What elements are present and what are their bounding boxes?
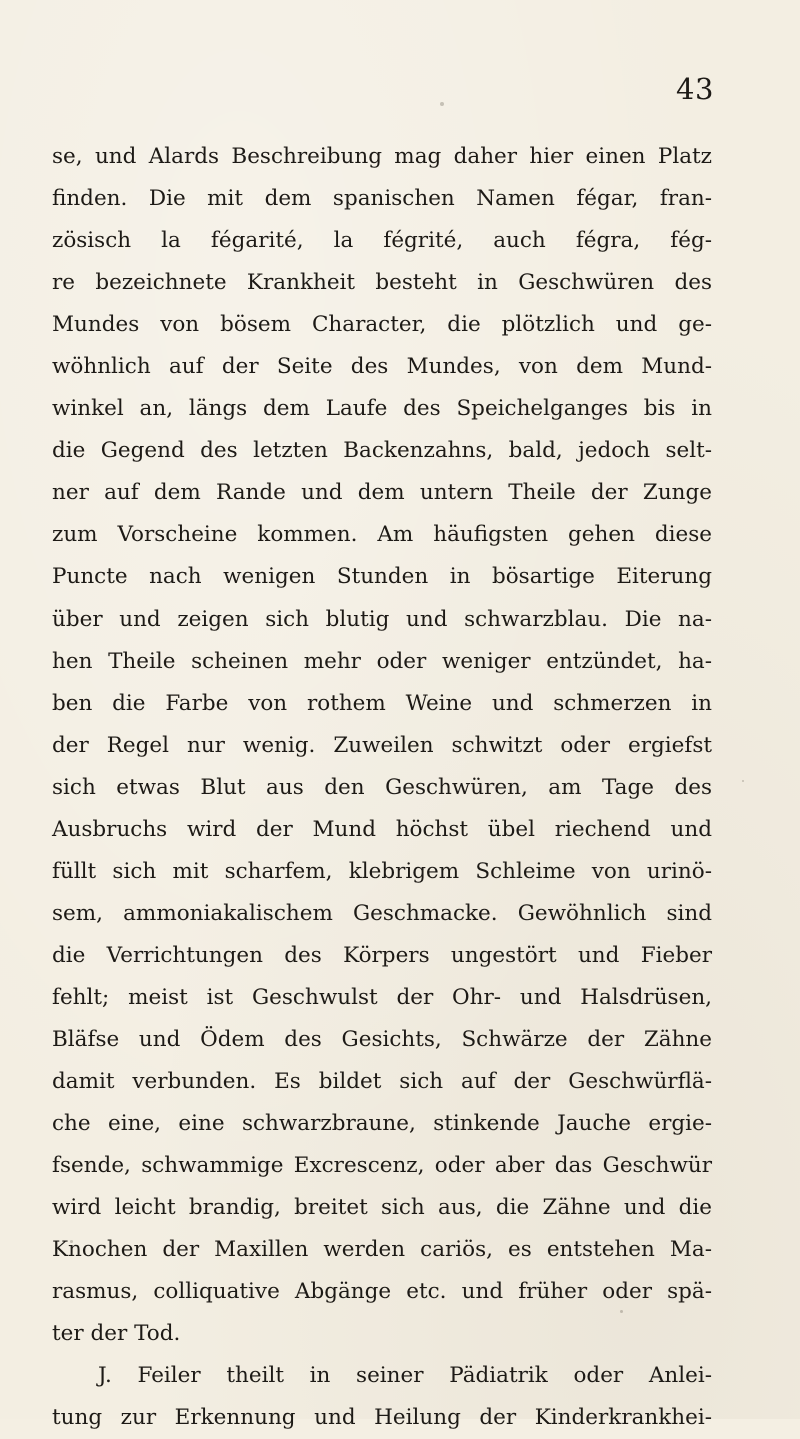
text-line: Ausbruchs wird der Mund höchst übel riechend und [52, 816, 712, 842]
page-number: 43 [676, 72, 714, 106]
paper-speck [440, 102, 444, 106]
text-line: fsende, schwammige Excrescenz, oder aber das Geschwür [52, 1153, 712, 1179]
paper-speck [742, 780, 744, 782]
text-line: Knochen der Maxillen werden cariös, es entstehen Ma- [52, 1237, 712, 1263]
text-line: zösisch la fégarité, la fégrité, auch fégra, fég- [52, 228, 712, 254]
body-text [52, 136, 712, 1439]
text-line: rasmus, colliquative Abgänge etc. und früher oder spä- [52, 1279, 712, 1305]
text-line: winkel an, längs dem Laufe des Speichelganges bis in [52, 396, 712, 422]
text-line: sem, ammoniakalischem Geschmacke. Gewöhnlich sind [52, 900, 712, 926]
text-line: wöhnlich auf der Seite des Mundes, von dem Mund- [52, 354, 712, 380]
text-line: finden. Die mit dem spanischen Namen fégar, fran- [52, 186, 712, 212]
text-line-paragraph-end: ter der Tod. [52, 1321, 181, 1347]
text-line: sich etwas Blut aus den Geschwüren, am Tage des [52, 774, 712, 800]
text-line: zum Vorscheine kommen. Am häufigsten gehen diese [52, 522, 712, 548]
text-line: Mundes von bösem Character, die plötzlich und ge- [52, 312, 712, 338]
paper-speck [70, 1240, 73, 1243]
text-line: ben die Farbe von rothem Weine und schmerzen in [52, 690, 712, 716]
text-line: tung zur Erkennung und Heilung der Kinderkrankhei- [52, 1405, 712, 1431]
text-line: wird leicht brandig, breitet sich aus, die Zähne und die [52, 1195, 712, 1221]
text-line: die Verrichtungen des Körpers ungestört und Fieber [52, 942, 712, 968]
text-line: re bezeichnete Krankheit besteht in Geschwüren des [52, 270, 712, 296]
paper-speck [620, 1310, 623, 1313]
text-line: der Regel nur wenig. Zuweilen schwitzt oder ergiefst [52, 732, 712, 758]
text-line: se, und Alards Beschreibung mag daher hier einen Platz [52, 144, 712, 169]
text-line: ner auf dem Rande und dem untern Theile der Zunge [52, 480, 712, 506]
text-line-paragraph-start: J. Feiler theilt in seiner Pädiatrik oder Anlei- [98, 1363, 712, 1389]
text-line: fehlt; meist ist Geschwulst der Ohr- und Halsdrüsen, [52, 984, 712, 1010]
text-line: Bläfse und Ödem des Gesichts, Schwärze der Zähne [52, 1026, 712, 1052]
text-line: hen Theile scheinen mehr oder weniger entzündet, ha- [52, 648, 712, 674]
text-line: füllt sich mit scharfem, klebrigem Schleime von urinö- [52, 858, 712, 884]
text-line: über und zeigen sich blutig und schwarzblau. Die na- [52, 606, 712, 632]
text-line: che eine, eine schwarzbraune, stinkende Jauche ergie- [52, 1111, 712, 1137]
text-line: die Gegend des letzten Backenzahns, bald, jedoch selt- [52, 438, 712, 464]
text-line: damit verbunden. Es bildet sich auf der Geschwürflä- [52, 1069, 712, 1095]
text-line: Puncte nach wenigen Stunden in bösartige Eiterung [52, 564, 712, 590]
